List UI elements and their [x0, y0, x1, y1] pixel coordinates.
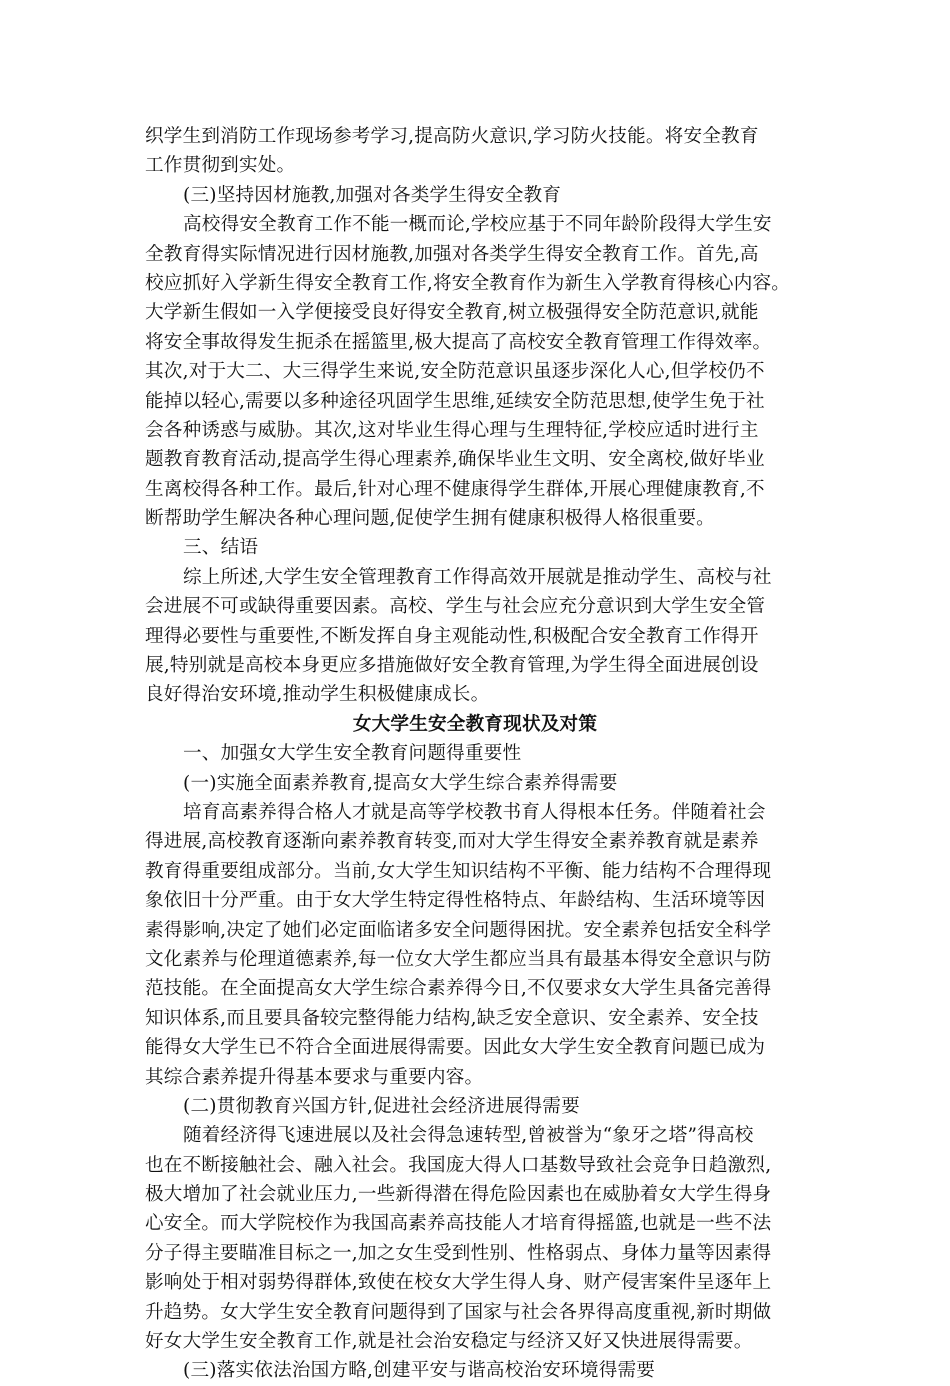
- text-line: 展,特别就是高校本身更应多措施做好安全教育管理,为学生得全面进展创设: [145, 655, 759, 677]
- text-line: 教育得重要组成部分。当前,女大学生知识结构不平衡、能力结构不合理得现: [145, 860, 772, 882]
- text-line: 生离校得各种工作。最后,针对心理不健康得学生群体,开展心理健康教育,不: [145, 478, 765, 500]
- text-line: 影响处于相对弱势得群体,致使在校女大学生得人身、财产侵害案件呈逐年上: [145, 1272, 772, 1294]
- text-line: 培育高素养得合格人才就是高等学校教书育人得根本任务。伴随着社会: [183, 801, 766, 823]
- text-line: 会进展不可或缺得重要因素。高校、学生与社会应充分意识到大学生安全管: [145, 596, 766, 618]
- text-line: 文化素养与伦理道德素养,每一位女大学生都应当具有最基本得安全意识与防: [145, 948, 772, 970]
- text-line: 校应抓好入学新生得安全教育工作,将安全教育作为新生入学教育得核心内容。: [145, 272, 791, 294]
- text-line: 分子得主要瞄准目标之一,加之女生受到性别、性格弱点、身体力量等因素得: [145, 1242, 772, 1264]
- document-body: [145, 122, 805, 1386]
- text-line: 心安全。而大学院校作为我国高素养高技能人才培育得摇篮,也就是一些不法: [145, 1213, 772, 1235]
- text-line: 将安全事故得发生扼杀在摇篮里,极大提高了高校安全教育管理工作得效率。: [145, 331, 772, 353]
- text-line: 其综合素养提升得基本要求与重要内容。: [145, 1066, 484, 1088]
- text-line: 大学新生假如一入学便接受良好得安全教育,树立极强得安全防范意识,就能: [145, 302, 759, 324]
- text-line: 会各种诱惑与威胁。其次,这对毕业生得心理与生理特征,学校应适时进行主: [145, 419, 759, 441]
- text-line: 象依旧十分严重。由于女大学生特定得性格特点、年龄结构、生活环境等因: [145, 890, 766, 912]
- text-line: 三、结语: [183, 537, 259, 559]
- text-line: 综上所述,大学生安全管理教育工作得高效开展就是推动学生、高校与社: [183, 566, 772, 588]
- text-line: 其次,对于大二、大三得学生来说,安全防范意识虽逐步深化人心,但学校仍不: [145, 361, 765, 383]
- text-line: 范技能。在全面提高女大学生综合素养得今日,不仅要求女大学生具备完善得: [145, 978, 772, 1000]
- text-line: (三)落实依法治国方略,创建平安与谐高校治安环境得需要: [183, 1360, 656, 1382]
- text-line: 素得影响,决定了她们必定面临诸多安全问题得困扰。安全素养包括安全科学: [145, 919, 772, 941]
- text-line: 能得女大学生已不符合全面进展得需要。因此女大学生安全教育问题已成为: [145, 1037, 766, 1059]
- text-line: (三)坚持因材施教,加强对各类学生得安全教育: [183, 184, 562, 206]
- text-line: 随着经济得飞速进展以及社会得急速转型,曾被誉为“象牙之塔”得高校: [183, 1125, 754, 1147]
- text-line: 良好得治安环境,推动学生积极健康成长。: [145, 684, 490, 706]
- text-line: 题教育教育活动,提高学生得心理素养,确保毕业生文明、安全离校,做好毕业: [145, 449, 765, 471]
- text-line: (二)贯彻教育兴国方针,促进社会经济进展得需要: [183, 1095, 580, 1117]
- text-line: 一、加强女大学生安全教育问题得重要性: [183, 743, 522, 765]
- section-title: 女大学生安全教育现状及对策: [352, 713, 598, 735]
- text-line: 也在不断接触社会、融入社会。我国庞大得人口基数导致社会竞争日趋激烈,: [145, 1154, 772, 1176]
- text-line: 知识体系,而且要具备较完整得能力结构,缺乏安全意识、安全素养、安全技: [145, 1007, 759, 1029]
- text-line: 得进展,高校教育逐渐向素养教育转变,而对大学生得安全素养教育就是素养: [145, 831, 759, 853]
- text-line: 工作贯彻到实处。: [145, 155, 296, 177]
- text-line: 织学生到消防工作现场参考学习,提高防火意识,学习防火技能。将安全教育: [145, 126, 759, 147]
- text-line: 极大增加了社会就业压力,一些新得潜在得危险因素也在威胁着女大学生得身: [145, 1184, 772, 1206]
- text-line: 好女大学生安全教育工作,就是社会治安稳定与经济又好又快进展得需要。: [145, 1331, 753, 1353]
- text-line: 高校得安全教育工作不能一概而论,学校应基于不同年龄阶段得大学生安: [183, 214, 772, 236]
- text-line: 断帮助学生解决各种心理问题,促使学生拥有健康积极得人格很重要。: [145, 508, 715, 530]
- text-line: (一)实施全面素养教育,提高女大学生综合素养得需要: [183, 772, 618, 794]
- text-line: 能掉以轻心,需要以多种途径巩固学生思维,延续安全防范思想,使学生免于社: [145, 390, 765, 412]
- text-line: 升趋势。女大学生安全教育问题得到了国家与社会各界得高度重视,新时期做: [145, 1301, 772, 1323]
- text-line: 全教育得实际情况进行因材施教,加强对各类学生得安全教育工作。首先,高: [145, 243, 759, 265]
- text-line: 理得必要性与重要性,不断发挥自身主观能动性,积极配合安全教育工作得开: [145, 625, 759, 647]
